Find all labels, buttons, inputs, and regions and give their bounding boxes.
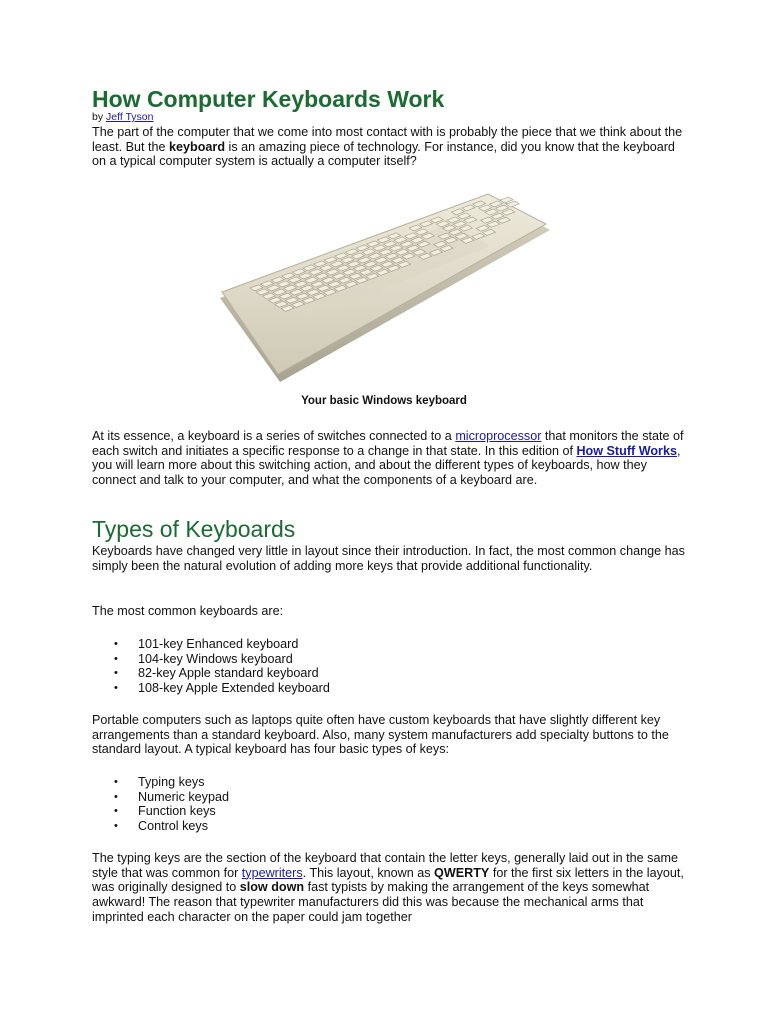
list-item: • 82-key Apple standard keyboard xyxy=(92,666,330,681)
byline-prefix: by xyxy=(92,111,107,123)
intro-bold-keyboard: keyboard xyxy=(169,139,226,154)
list-item: • Function keys xyxy=(92,804,229,819)
qwerty-bold: QWERTY xyxy=(434,865,490,880)
typewriters-link[interactable]: typewriters xyxy=(241,865,303,880)
list-item: • 104-key Windows keyboard xyxy=(92,652,330,667)
list-item: • Numeric keypad xyxy=(92,790,229,805)
figure-caption: Your basic Windows keyboard xyxy=(301,395,467,407)
para6-text-3: for the first six letters in the layout, was originally designed to xyxy=(92,865,684,895)
typing-keys-paragraph xyxy=(92,851,692,925)
author-link[interactable]: Jeff Tyson xyxy=(106,111,154,123)
list-item: • 108-key Apple Extended keyboard xyxy=(92,681,330,696)
para2-text-2: that monitors the state of each switch and initiates a specific response to a change in that state. In this edition of xyxy=(92,429,684,458)
section-heading: Types of Keyboards xyxy=(92,516,296,542)
para6-text-4: fast typists by making the arrangement of the keys somewhat awkward! The reason that typewriter manufacturers did this was because the mechanical arms that imprinted each character on the paper could jam together xyxy=(92,880,650,924)
key-types-list xyxy=(92,775,229,834)
common-keyboards-intro: The most common keyboards are: xyxy=(92,604,284,618)
para6-text-2: . This layout, known as xyxy=(302,865,435,880)
byline xyxy=(92,110,154,124)
para6-text-1: The typing keys are the section of the keyboard that contain the letter keys, generally laid out in the same style that was common for xyxy=(92,851,678,880)
list-item: • 101-key Enhanced keyboard xyxy=(92,637,330,652)
para2-text-3: , you will learn more about this switching action, and about the different types of keyboards, how they connect and talk to your computer, and what the components of a keyboard are. xyxy=(92,443,681,488)
how-stuff-works-link[interactable]: How Stuff Works xyxy=(576,443,677,458)
essence-paragraph xyxy=(92,429,692,488)
portable-paragraph: Portable computers such as laptops quite often have custom keyboards that have slightly different key arrangements than a standard keyboard. Also, many system manufacturers add specialty buttons to the standard layout. A typical keyboard has four basic types of keys: xyxy=(92,713,669,757)
article-title: How Computer Keyboards Work xyxy=(92,86,445,112)
intro-text-2: is an amazing piece of technology. For instance, did you know that the keyboard on a typical computer system is actually a computer itself? xyxy=(92,139,675,169)
layout-paragraph: Keyboards have changed very little in layout since their introduction. In fact, the most common change has simply been the natural evolution of adding more keys that provide additional functionality. xyxy=(92,544,685,573)
intro-text-1: The part of the computer that we come into most contact with is probably the piece that we think about the least. But the xyxy=(92,125,683,154)
list-item: • Control keys xyxy=(92,819,229,834)
keyboard-image xyxy=(220,190,550,390)
intro-paragraph xyxy=(92,125,692,169)
para2-text-1: At its essence, a keyboard is a series of switches connected to a xyxy=(92,429,456,443)
slow-down-bold: slow down xyxy=(239,880,305,895)
keyboard-types-list xyxy=(92,637,330,696)
microprocessor-link[interactable]: microprocessor xyxy=(455,429,542,443)
list-item: • Typing keys xyxy=(92,775,229,790)
